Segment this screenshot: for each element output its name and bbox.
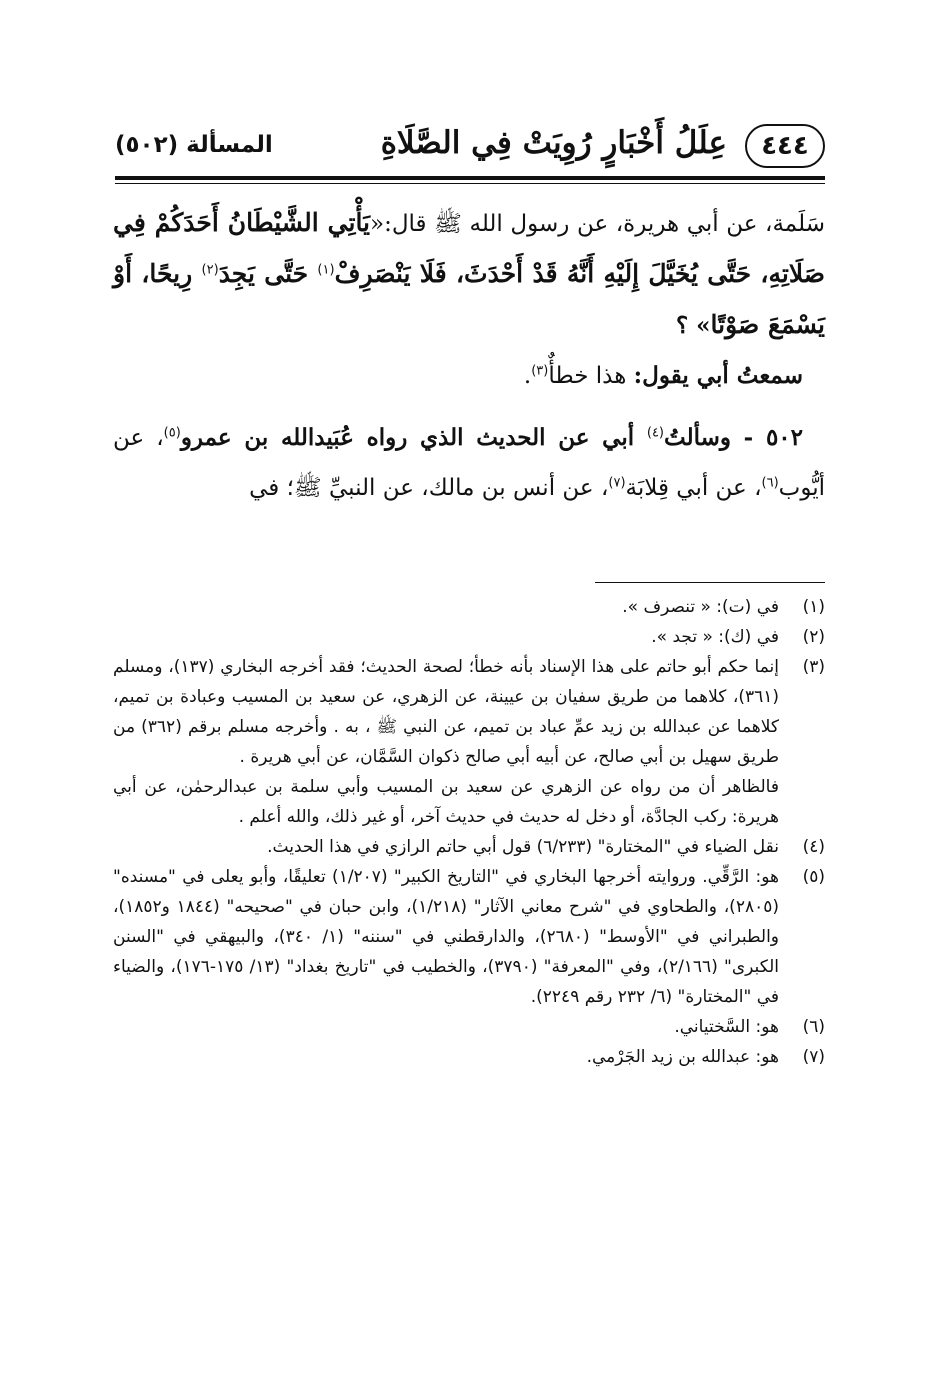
issue-text: ، عن أيُّوب bbox=[113, 425, 825, 501]
paragraph-issue-502 bbox=[113, 413, 825, 513]
header-rule-thick bbox=[115, 176, 825, 180]
footnote-item bbox=[113, 1012, 825, 1042]
footnote-ref: (٥) bbox=[163, 425, 181, 441]
footnote-text: في (ت): « تنصرف ». bbox=[622, 597, 779, 617]
footnote-text: نقل الضياء في "المختارة" (٦/٢٣٣) قول أبي حاتم الرازي في هذا الحديث. bbox=[267, 837, 779, 857]
footnote-text: إنما حكم أبو حاتم على هذا الإسناد بأنه خطأ؛ لصحة الحديث؛ فقد أخرجه البخاري (١٣٧)، ومسلم (٣٦١)، كلاهما من طريق سفيان بن عيينة، عن الزهري، عن سعيد بن المسيب وعبادة بن تميم، كلاهما عن عبدالله بن زيد عمِّ عباد بن تميم، عن النبي ﷺ ، به . وأخرجه مسلم برقم (٣٦٢) من طريق سهيل بن أبي صالح، عن أبيه أبي صالح ذكوان السَّمَّان، عن أبي هريرة . bbox=[113, 657, 779, 767]
footnote-text: هو: السَّختياني. bbox=[674, 1017, 779, 1037]
footnote-item bbox=[113, 862, 825, 1012]
footnote-ref: (١) bbox=[317, 262, 335, 278]
footnote-text: في (ك): « تجد ». bbox=[651, 627, 779, 647]
issue-text: أبي عن الحديث الذي رواه عُبَيدالله بن عمرو bbox=[180, 424, 647, 451]
footnote-item bbox=[113, 832, 825, 862]
page-number: ٤٤٤ bbox=[745, 124, 825, 168]
narrator-chain: سَلَمة، عن أبي هريرة، عن رسول الله ﷺ قال:« bbox=[370, 211, 825, 237]
footnote-continuation: فالظاهر أن من رواه عن الزهري عن سعيد بن المسيب وأبي سلمة بن عبدالرحمٰن، عن أبي هريرة: ركب الجادَّة، أو دخل له حديث في حديث آخر، أو غير ذلك، والله أعلم . bbox=[113, 777, 779, 827]
hadith-text: حَتَّى يَجِدَ bbox=[218, 259, 318, 288]
footnote-item bbox=[113, 592, 825, 622]
main-text bbox=[113, 198, 825, 513]
hadith-close: » ؟ bbox=[675, 312, 711, 339]
paragraph-hadith bbox=[113, 198, 825, 351]
verdict-lead: سمعتُ أبي يقول: bbox=[633, 362, 803, 389]
paragraph-verdict bbox=[113, 351, 825, 401]
issue-text: ، عن أبي قِلابَة bbox=[625, 475, 762, 501]
issue-text: ، عن أنس بن مالك، عن النبيِّ ﷺ؛ في bbox=[249, 475, 609, 501]
footnote-separator bbox=[595, 582, 825, 583]
footnote-ref: (٧) bbox=[608, 475, 626, 491]
hadith-text: يَأْتِي الشَّيْطَانُ أَحَدَكُمْ فِي صَلَاتِهِ، حَتَّى يُخَيَّلَ إِلَيْهِ أَنَّهُ قَدْ أَحْدَثَ، فَلَا يَنْصَرِفْ bbox=[113, 208, 826, 288]
footnote-ref: (٢) bbox=[201, 262, 219, 278]
footnote-number: (٣) bbox=[802, 657, 825, 677]
book-title: عِلَلُ أَخْبَارٍ رُوِيَتْ فِي الصَّلَاةِ bbox=[380, 125, 727, 161]
footnote-number: (٢) bbox=[802, 627, 825, 647]
footnote-text: هو: الرَّقِّي. وروايته أخرجها البخاري في "التاريخ الكبير" (١/٢٠٧) تعليقًا، وأبو يعلى في "مسنده" (٢٨٠٥)، والطحاوي في "شرح معاني الآثار" (١/٢١٨)، وابن حبان في "صحيحه" (١٨٤٤ و١٨٥٢)، والطبراني في "الأوسط" (٢٦٨٠)، والدارقطني في "سننه" (١/ ٣٤٠)، والبيهقي في "السنن الكبرى" (٢/١٦٦)، وفي "المعرفة" (٣٧٩٠)، والخطيب في "تاريخ بغداد" (١٣/ ١٧٥-١٧٦)، والضياء في "المختارة" (٦/ ٢٣٢ رقم ٢٢٤٩). bbox=[113, 867, 780, 1007]
issue-number: ٥٠٢ - وسألتُ bbox=[664, 424, 804, 451]
footnote-ref: (٦) bbox=[761, 475, 779, 491]
page-header bbox=[115, 120, 825, 176]
header-rule-thin bbox=[115, 183, 825, 184]
footnote-number: (٤) bbox=[802, 837, 825, 857]
footnote-number: (٧) bbox=[802, 1047, 825, 1067]
footnote-text: هو: عبدالله بن زيد الجَرْمي. bbox=[586, 1047, 779, 1067]
footnotes bbox=[113, 592, 825, 1072]
footnote-number: (٥) bbox=[802, 867, 825, 887]
verdict-text: هذا خطأٌ bbox=[548, 363, 634, 389]
footnote-item bbox=[113, 652, 825, 772]
footnote-item bbox=[113, 1042, 825, 1072]
footnote-number: (١) bbox=[802, 597, 825, 617]
footnote-number: (٦) bbox=[802, 1017, 825, 1037]
hadith-text: رِيحًا، أَوْ يَسْمَعَ صَوْتًا bbox=[113, 259, 825, 339]
verdict-end: . bbox=[523, 363, 532, 389]
footnote-ref: (٤) bbox=[646, 425, 664, 441]
footnote-item bbox=[113, 622, 825, 652]
issue-label: المسألة (٥٠٢) bbox=[115, 132, 273, 158]
footnote-ref: (٣) bbox=[531, 363, 549, 379]
